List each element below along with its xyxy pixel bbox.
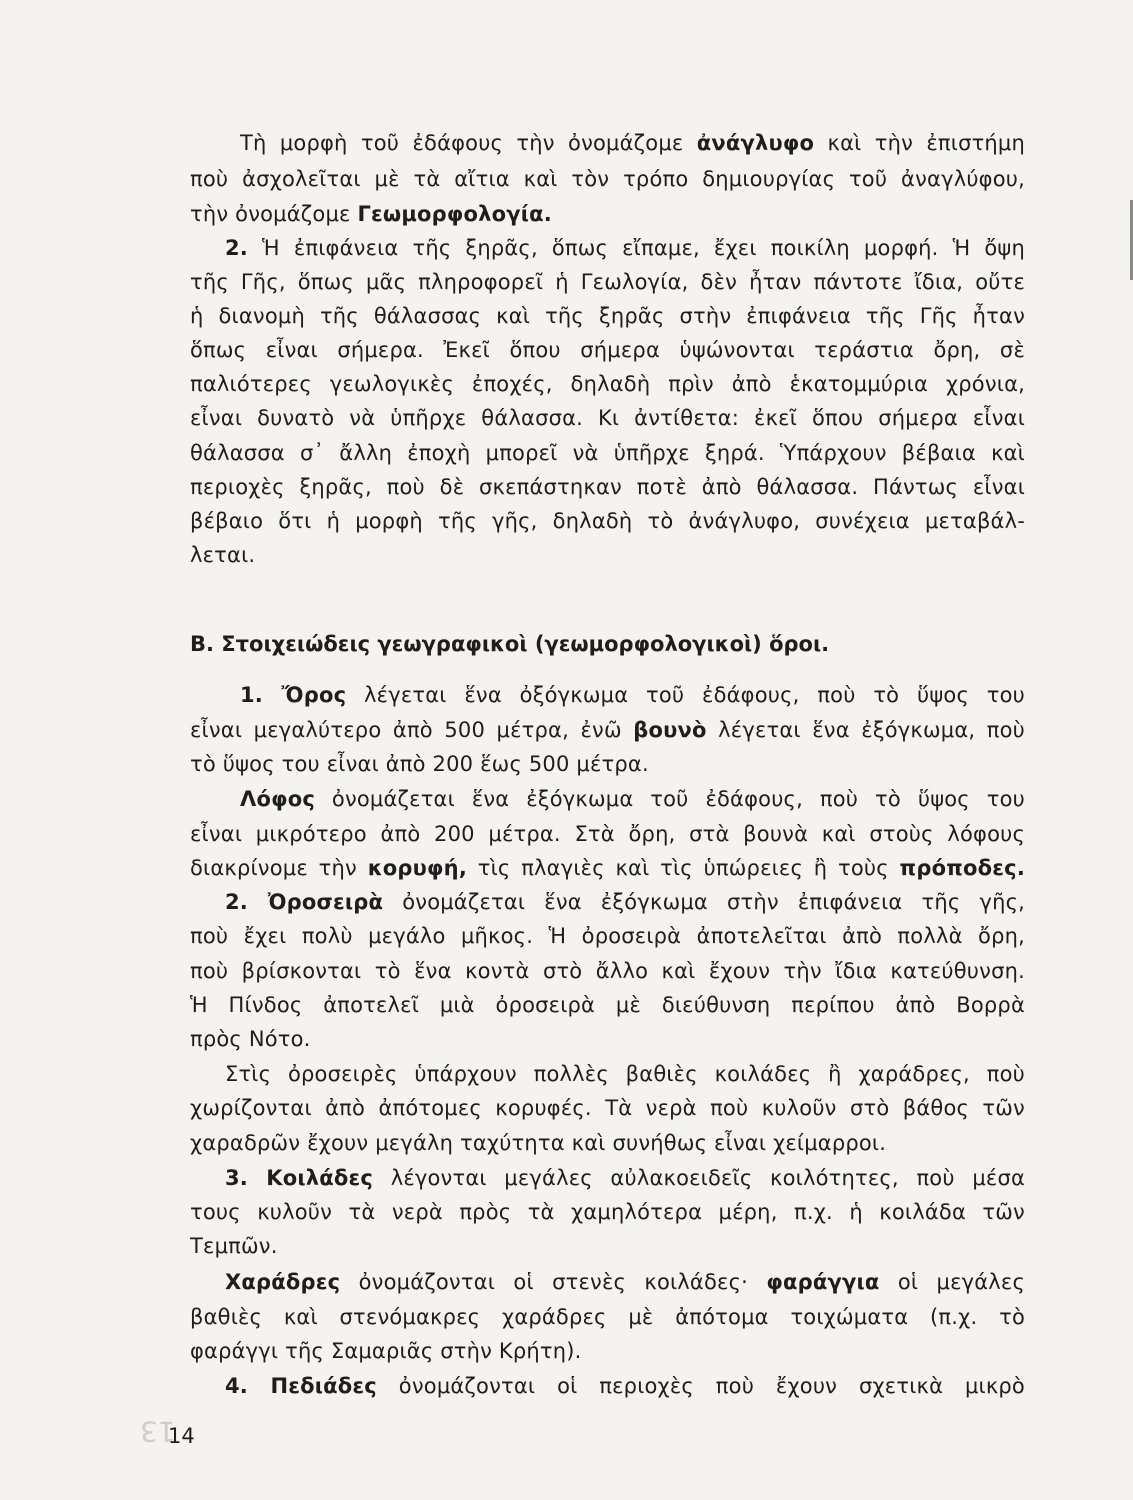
term-propodes: πρόποδες. xyxy=(899,856,1025,880)
item2-line-4: Ἡ Πίνδος ἀποτελεῖ μιὰ ὀροσειρὰ μὲ διεύθυνση περίπου ἀπὸ Βορρὰ xyxy=(190,993,1025,1017)
item1-line-1: 1. Ὄρος λέγεται ἕνα ὀξόγκωμα τοῦ ἐδάφους, ποὺ τὸ ὕψος του xyxy=(240,683,1026,707)
p2-line-2: τῆς Γῆς, ὅπως μᾶς πληροφορεῖ ἡ Γεωλογία, δὲν ἦταν πάντοτε ἴδια, οὔτε xyxy=(190,270,1025,294)
item2-line-2: ποὺ ἔχει πολὺ μεγάλο μῆκος. Ἡ ὀροσειρὰ ἀποτελεῖται ἀπὸ πολλὰ ὄρη, xyxy=(190,924,1025,948)
term-anaglyfo: ἀνάγλυφο xyxy=(696,131,815,155)
p2-line-9: βέβαιο ὅτι ἡ μορφὴ τῆς γῆς, δηλαδὴ τὸ ἀνάγλυφο, συνέχεια μεταβάλ- xyxy=(190,509,1025,533)
term-lofos: Λόφος xyxy=(240,787,315,811)
item2-line-1: 2. Ὀροσειρὰ ὀνομάζεται ἕνα ἐξόγκωμα στὴν ἐπιφάνεια τῆς γῆς, xyxy=(225,890,1026,914)
p2-line-8: περιοχὲς ξηρᾶς, ποὺ δὲ σκεπάστηκαν ποτὲ ἀπὸ θάλασσα. Πάντως εἶναι xyxy=(190,475,1025,499)
lofos-line-2: εἶναι μικρότερο ἀπὸ 200 μέτρα. Στὰ ὄρη, στὰ βουνὰ καὶ στοὺς λόφους xyxy=(190,822,1025,846)
term-oroseira: Ὀροσειρὰ xyxy=(248,890,384,914)
term-charades: Χαράδρες xyxy=(225,1270,341,1294)
item2-line-5: πρὸς Νότο. xyxy=(190,1027,311,1051)
p2-line-3: ἡ διανομὴ τῆς θάλασσας καὶ τῆς ξηρᾶς στὴν ἐπιφάνεια τῆς Γῆς ἦταν xyxy=(190,304,1025,328)
valleys-line-3: χαραδρῶν ἔχουν μεγάλη ταχύτητα καὶ συνήθως εἶναι χείμαρροι. xyxy=(190,1131,887,1155)
valleys-line-1: Στὶς ὀροσειρὲς ὑπάρχουν πολλὲς βαθιὲς κοιλάδες ἢ χαράδρες, ποὺ xyxy=(225,1062,1025,1086)
p2-line-7: θάλασσα σ᾽ ἄλλη ἐποχὴ μπορεῖ νὰ ὑπῆρχε ξηρά. Ὑπάρχουν βέβαια καὶ xyxy=(190,441,1025,465)
term-pediades: Πεδιάδες xyxy=(248,1374,377,1398)
item2-line-3: ποὺ βρίσκονται τὸ ἕνα κοντὰ στὸ ἄλλο καὶ ἔχουν τὴν ἴδια κατεύθυνση. xyxy=(190,959,1025,983)
p2-line-10: λεται. xyxy=(190,543,256,567)
intro-line-1: Τὴ μορφὴ τοῦ ἐδάφους τὴν ὀνομάζομε ἀνάγλυφο καὶ τὴν ἐπιστήμη xyxy=(240,131,1025,155)
p2-line-1: 2. Ἡ ἐπιφάνεια τῆς ξηρᾶς, ὅπως εἴπαμε, ἔχει ποικίλη μορφή. Ἡ ὄψη xyxy=(225,236,1025,260)
valleys-line-2: χωρίζονται ἀπὸ ἀπότομες κορυφές. Τὰ νερὰ ποὺ κυλοῦν στὸ βάθος τῶν xyxy=(190,1096,1025,1120)
charades-line-1: Χαράδρες ὀνομάζονται οἱ στενὲς κοιλάδες· φαράγγια οἱ μεγάλες xyxy=(225,1270,1026,1294)
charades-line-3: φαράγγι τῆς Σαμαριᾶς στὴν Κρήτη). xyxy=(190,1339,582,1363)
intro-line-3: τὴν ὀνομάζομε Γεωμορφολογία. xyxy=(190,202,552,226)
charades-line-2: βαθιὲς καὶ στενόμακρες χαράδρες μὲ ἀπότομα τοιχώματα (π.χ. τὸ xyxy=(190,1305,1025,1329)
term-vouno: βουνὸ xyxy=(633,718,707,742)
item1-line-2: εἶναι μεγαλύτερο ἀπὸ 500 μέτρα, ἐνῶ βουνὸ λέγεται ἕνα ἐξόγκωμα, ποὺ xyxy=(190,718,1025,742)
section-b-heading: Β. Στοιχειώδεις γεωγραφικοὶ (γεωμορφολογικοὶ) ὅροι. xyxy=(190,632,830,656)
page-number: 14 xyxy=(168,1424,195,1448)
lofos-line-1: Λόφος ὀνομάζεται ἕνα ἐξόγκωμα τοῦ ἐδάφους, ποὺ τὸ ὕψος του xyxy=(240,787,1025,811)
term-koryfi: κορυφή, xyxy=(367,856,468,880)
p2-line-5: παλιότερες γεωλογικὲς ἐποχές, δηλαδὴ πρὶν ἀπὸ ἑκατομμύρια χρόνια, xyxy=(190,372,1025,396)
bleed-through-page-number: 13 xyxy=(140,1415,176,1448)
term-farangia: φαράγγια xyxy=(766,1270,880,1294)
item3-line-1: 3. Κοιλάδες λέγονται μεγάλες αὐλακοειδεῖς κοιλότητες, ποὺ μέσα xyxy=(225,1166,1025,1190)
item3-line-3: Τεμπῶν. xyxy=(190,1234,278,1258)
p2-line-6: εἶναι δυνατὸ νὰ ὑπῆρχε θάλασσα. Κι ἀντίθετα: ἐκεῖ ὅπου σήμερα εἶναι xyxy=(190,406,1025,430)
item1-line-3: τὸ ὕψος του εἶναι ἀπὸ 200 ἕως 500 μέτρα. xyxy=(190,752,649,776)
term-oros: Ὄρος xyxy=(263,683,347,707)
p2-line-4: ὅπως εἶναι σήμερα. Ἐκεῖ ὅπου σήμερα ὑψώνονται τεράστια ὄρη, σὲ xyxy=(190,338,1025,362)
item3-line-2: τους κυλοῦν τὰ νερὰ πρὸς τὰ χαμηλότερα μέρη, π.χ. ἡ κοιλάδα τῶν xyxy=(190,1200,1025,1224)
lofos-line-3: διακρίνομε τὴν κορυφή, τὶς πλαγιὲς καὶ τὶς ὑπώρειες ἢ τοὺς πρόποδες. xyxy=(190,856,1025,880)
item4-line-1: 4. Πεδιάδες ὀνομάζονται οἱ περιοχὲς ποὺ ἔχουν σχετικὰ μικρὸ xyxy=(225,1374,1025,1398)
term-koilades: Κοιλάδες xyxy=(248,1166,374,1190)
intro-line-2: ποὺ ἀσχολεῖται μὲ τὰ αἴτια καὶ τὸν τρόπο δημιουργίας τοῦ ἀναγλύφου, xyxy=(190,167,1025,191)
term-geomorfologia: Γεωμορφολογία. xyxy=(357,202,552,226)
